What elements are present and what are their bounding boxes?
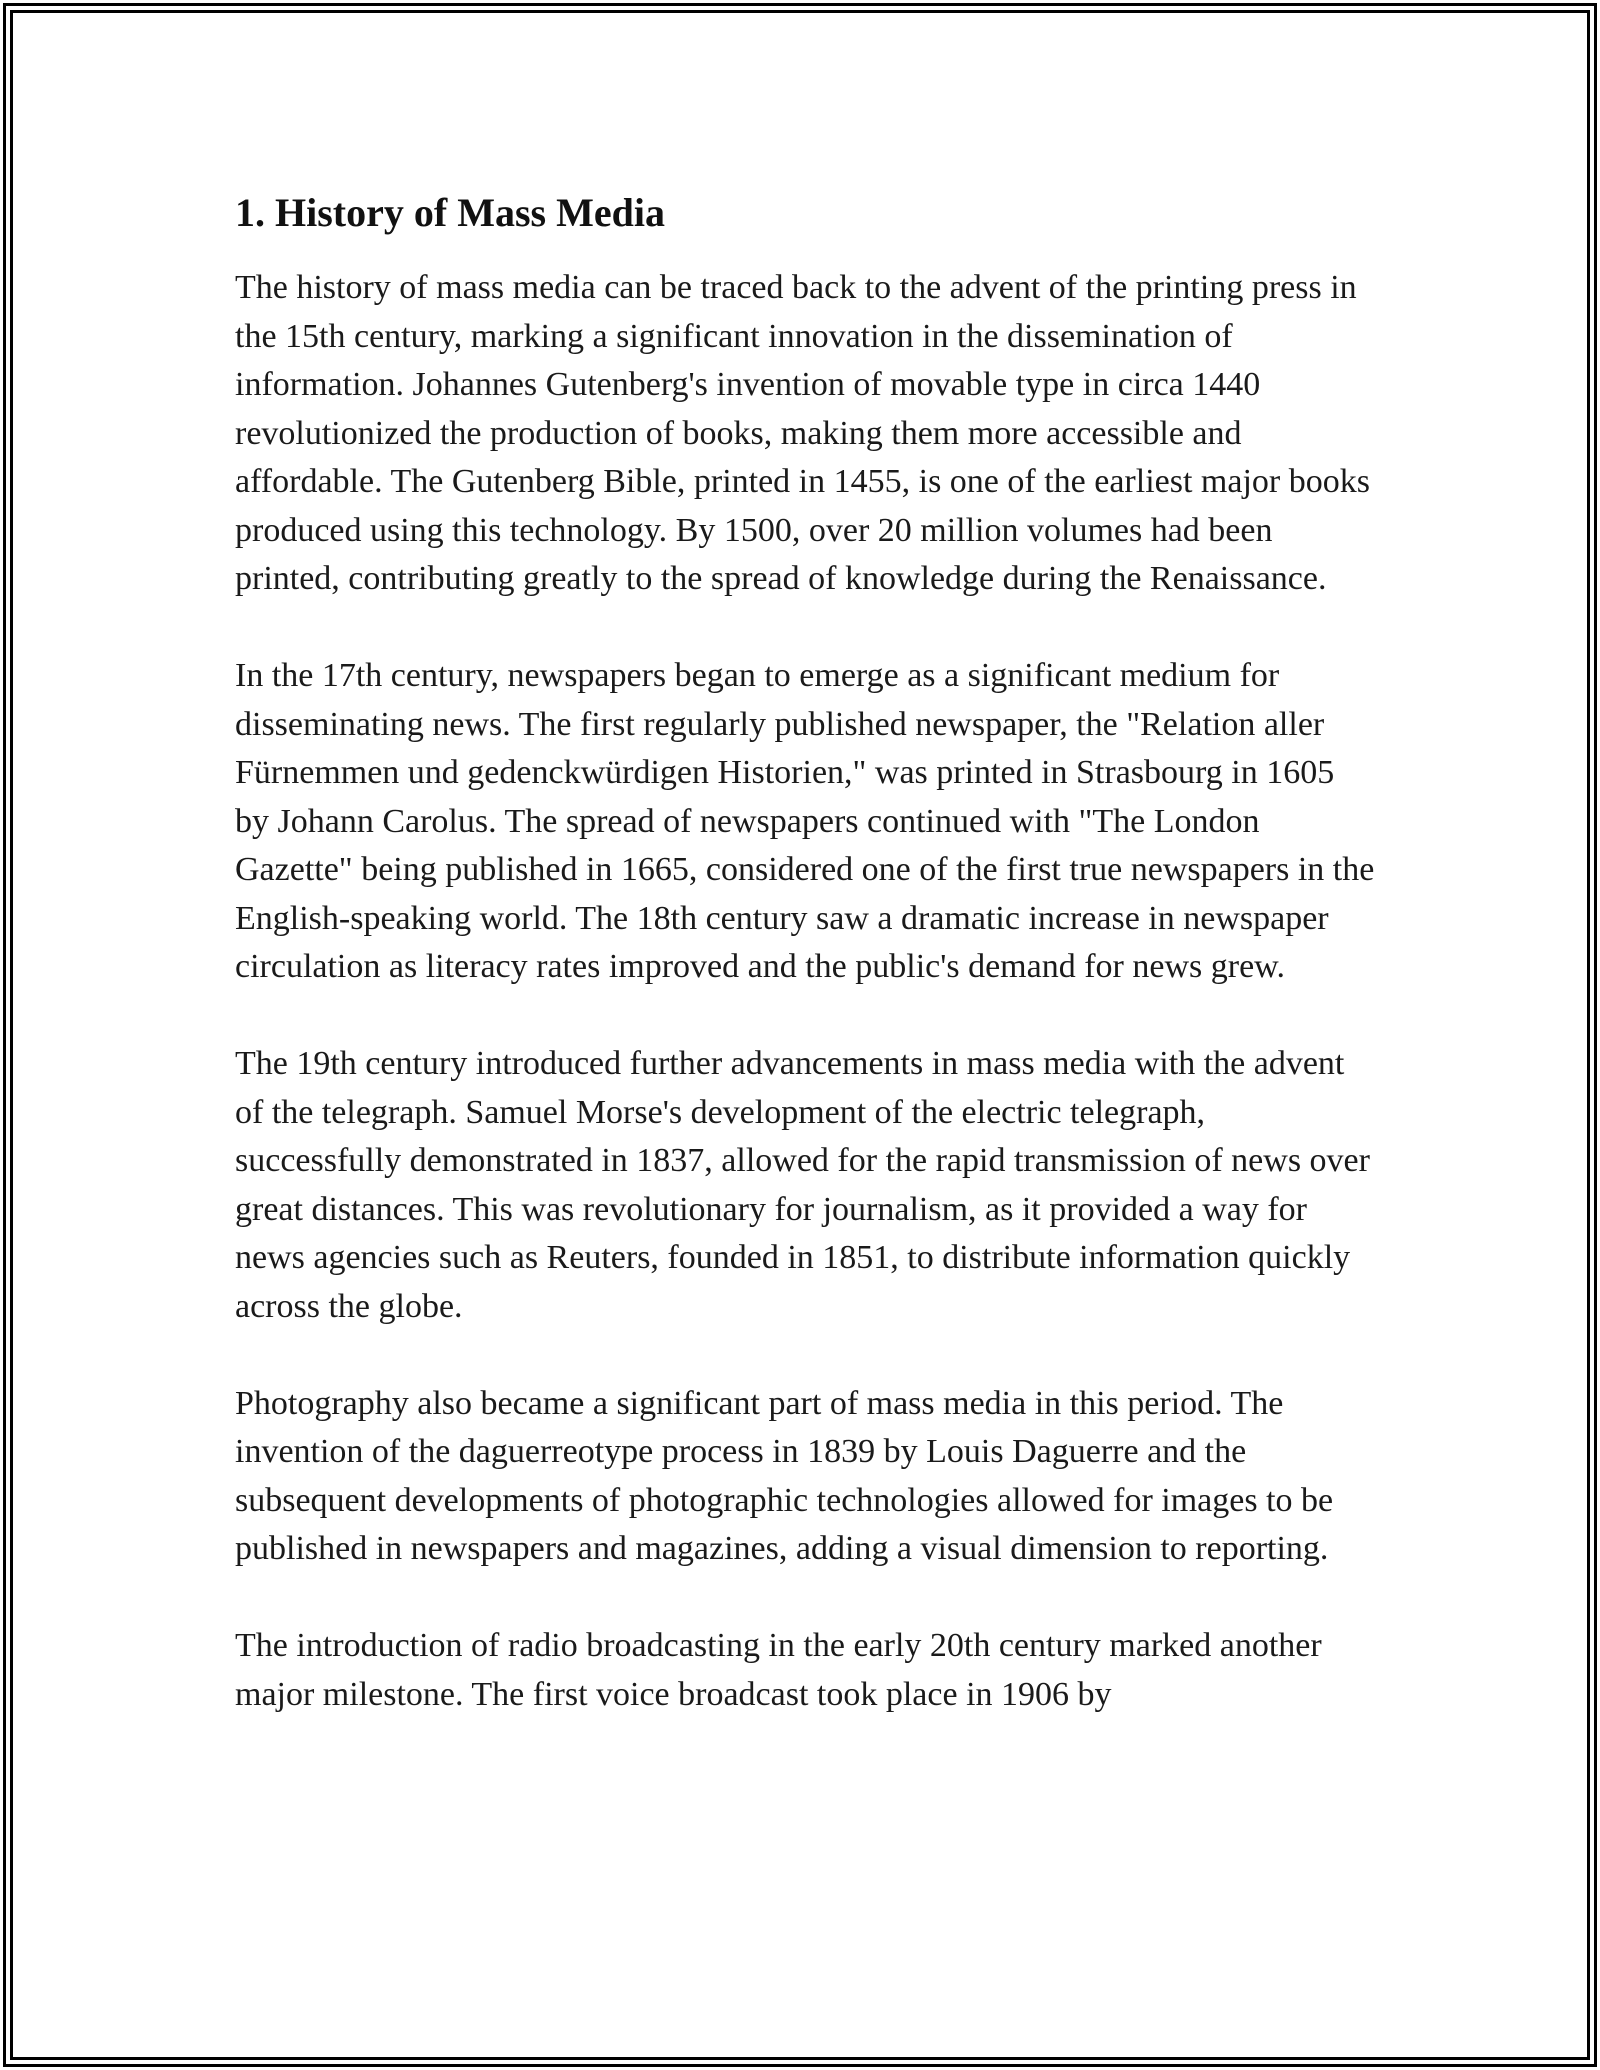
paragraph-printing-press: The history of mass media can be traced back to the advent of the printing press in the 15th century, marking a significant innovation in the dissemination of information. Johannes Gutenberg's invention of movable type in circa 1440 revolutionized the production of books, making them more accessible and affordable. The Gutenberg Bible, printed in 1455, is one of the earliest major books produced using this technology. By 1500, over 20 million volumes had been printed, contributing greatly to the spread of knowledge during the Renaissance.: [235, 269, 1370, 597]
paragraph-telegraph: The 19th century introduced further advancements in mass media with the advent of the telegraph. Samuel Morse's development of the electric telegraph, successfully demonstrated in 1837, allowed for the rapid transmission of news over great distances. This was revolutionary for journalism, as it provided a way for news agencies such as Reuters, founded in 1851, to distribute information quickly across the globe.: [235, 1045, 1370, 1325]
document-body: [235, 188, 1375, 1768]
section-heading: 1. History of Mass Media: [235, 190, 665, 235]
paragraph-photography: Photography also became a significant part of mass media in this period. The invention of the daguerreotype process in 1839 by Louis Daguerre and the subsequent developments of photographic technologies allowed for images to be published in newspapers and magazines, adding a visual dimension to reporting.: [235, 1384, 1334, 1567]
paragraph-radio: The introduction of radio broadcasting in the early 20th century marked another major milestone. The first voice broadcast took place in 1906 by: [235, 1627, 1322, 1713]
paragraph-newspapers: In the 17th century, newspapers began to emerge as a significant medium for disseminating news. The first regularly published newspaper, the "Relation aller Fürnemmen und gedenckwürdigen Historien," was printed in Strasbourg in 1605 by Johann Carolus. The spread of newspapers continued with "The London Gazette" being published in 1665, considered one of the first true newspapers in the English-speaking world. The 18th century saw a dramatic increase in newspaper circulation as literacy rates improved and the public's demand for news grew.: [235, 657, 1375, 985]
